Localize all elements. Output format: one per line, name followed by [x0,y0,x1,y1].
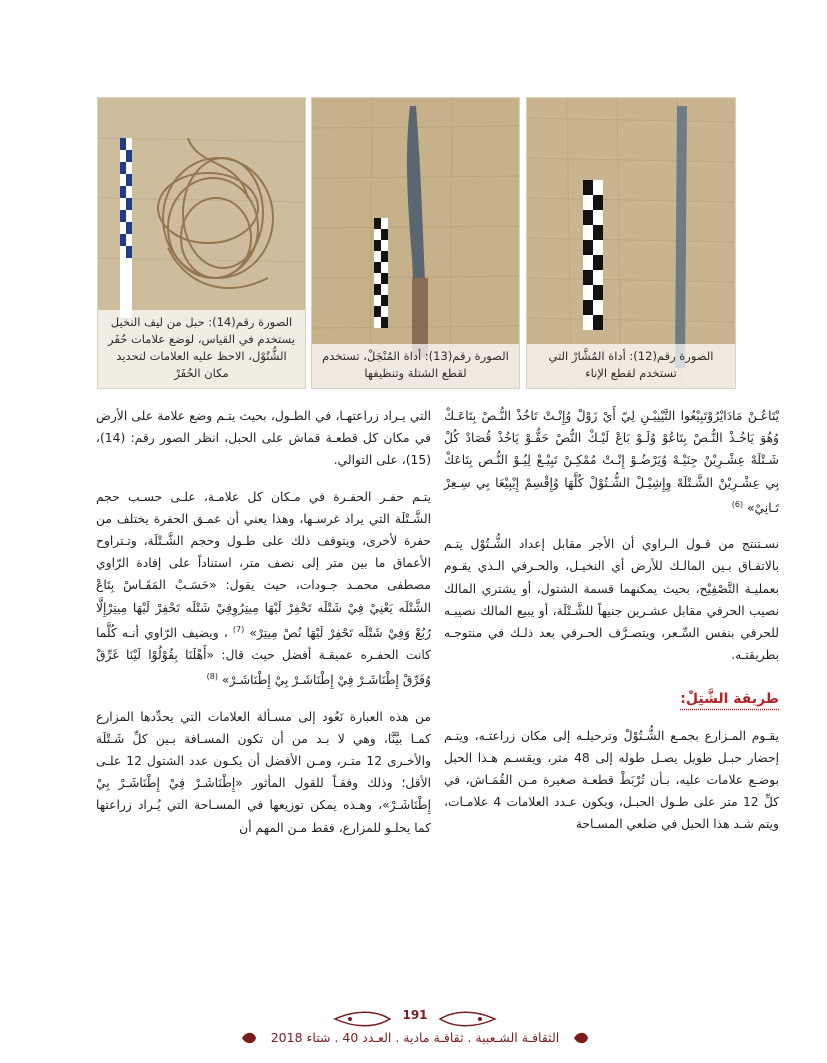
section-heading: طريقة الشَّتِلْ: [680,691,779,708]
photo-13 [311,97,520,389]
paragraph: من هذه العبارة نَعُود إلى مسـألة العلامات التي يحدِّدها المزارع كمـا بيَّنَّا، وهي لا بـد من أن تكون المسـافة بـين كلِّ شَـتْلَة والأخـرى 12 متـر، ومـن الأفضل أن يكـون عدد الشتول 12 علـى الأقل؛ وذلك وفقـاً للقول المأثور «إِطْنَاشَـرْ فِيْ إِطْنَاشَـرْ بِيْ إِطْنَاشَـرْ»، وهـذه يمكن توزيعها في المسـاحة التي يُـراد زراعتها كما يحلـو للمزارع، فقط مـن المهم أن [96,709,432,835]
photo-14-caption: الصورة رقم(14): حبل من ليف النخيل يستخدم في القياس، لوضع علامات حُفَر الشُّتُوْل، الاحظ عليه العلامات لتحديد مكان الحُفَرْ [98,310,305,388]
paragraph: التي يـراد زراعتهـا، في الطـول، بحيث يتـم وضع علامة على الأرض في مكان كل قطعـة قماش على الحبل، انظر الصور رقم: (14)، (15)، على التوالي. [96,409,431,468]
photo-13-caption: الصورة رقم(13): أداة المُنْجَلْ، تستخدم لقطع الشتلة وتنظيفها [312,344,519,388]
right-column [444,405,779,850]
footnote-ref: (6) [731,499,744,509]
folk-quote [444,405,779,519]
scale-ruler [120,138,132,318]
footnote-ref: (8) [206,672,218,682]
photo-12 [526,97,736,389]
footnote-ref: (7) [232,624,245,634]
paragraph: يقـوم المـزارع بجمـع الشُّـتُوْلْ وترحيلـه إلى مكان زراعتـه، ويتـم إحضار حبـل طويل يصـل طوله إلى 48 متر، ويقسـم هـذا الحبل بوضـع علامات عليه، بـأن تُرْبَطْ قطعـة صغيرة مـن القُمَـاش، في كلِّ 12 متر على طـول الحبـل، ويكون عـدد العلامات 4 علامـات، ويتم شـد هذا الحبل في ضلعي المسـاحة [444,728,779,832]
photo-14 [97,97,306,389]
paragraph-text: ، ويضيف الرّاوي أنـه كُلَّما كانت الحفـره عميقـة أفضل حيث قال: «أَهْلَنَا بِقُوْلُوْا لَيْنَا غَرِّقْ وُفَرِّقْ إِطْنَاشَـرْ فِيْ إِطْنَاشَـرْ بِيْ إِطْنَاشَـرْ» [96,625,431,688]
left-column [96,405,431,853]
running-footer: الثقافـة الشـعبية . ثقافـة مادية . العـدد 40 . شتاء 2018 [270,1030,560,1045]
leaf-ornament-icon [572,1030,590,1046]
quote-text: يْتَاعُـنْ مَادَايْرُوْتَبِيْعُوا التَّيْنِيْـنِ لِيّ أَيْ زَوْلْ وُإِنْـتْ تَاخُذْ النُّـصْ بِتَاعَـكْ وُهُوَ يَاخُـذْ النُّـصْ بِتَاعُوْ وُلَـوْ بَاعْ لَيْـكْ النُّصْ حَقُّـوْ يَاخُذْ قُصَادْ كُلْ شَـتْلَهْ عِشْـرِيْنْ جِنَيْـهْ وُيَرْضُـوْ إِنْـتْ مُمْكِـنْ تَبِيْـعْ لِيُـوْ النُّـص بِتَاعَكْ بِي عِشْـرِيْنْ الشَّـتْلَهْ وِإِشِيْـلْ الشُّـتُوْلْ كُلَّهَا وُإِقْسِمْ إِيْبِيْعَا بِي سِـعِرْ تَـانِيْ» [444,409,779,515]
paragraph-text: يتـم حفـر الحفـرة في مـكان كل علامـة، علـى حسـب حجم الشَّـتْلَة التي يراد غرسـها، وهذا يعني أن عمـق الحفرة يختلف من حفرة لأخرى، ويتوقف ذلك على طـول وحجم الشَّـتْلَة، وتـتراوح الأعماق ما بين متر إلى نصف متر، استناداً على إفادة الرّاوي مصطفى محمـد جـودات، حيث يقول: «حَسَـبْ المَقَـاسْ بِتَاعْ الشَّتْلَه يَعْنِيْ فِيْ شَتْلَه تَحْفِرْ لَيْهَا مِيتِرُوِفِيْ شَتْلَه تَحْفِرْ لَيْهَا مِيتِرْإِلَّا رُبُعْ وَفِيْ شَتْلَه تَحْفِرْ لَيْهَا نُصْ مِيتِرْ» [96,489,431,640]
photo-12-caption: الصورة رقم(12): أداة المُشَّارْ التي تستخدم لقطع الإناء [527,344,735,388]
page-number: 191 [402,1008,428,1022]
scale-ruler [374,218,388,328]
paragraph: نسـتنتج من قـول الـراوي أن الأجر مقابل إعداد الشُّـتُوْل يتـم بالاتفـاق بـين المالـك للأرض أي النخيـل، والحـرفي الـذي يقـوم بعمليـة التَّصْفِيْح، بحيث يمكنهما قسمة الشتول، أو يشتري المالك نصيب الحرفي مقابل عشـرين جنيهاً للشَّـتْلَة، أو يبيع المالك نصيبـه للحرفي بنفس السِّـعر، ويتصـرَّف الحـرفي بعد ذلـك في منتوجـه بطريقتـه. [444,537,779,663]
scale-ruler [583,180,603,330]
paragraph [96,486,431,692]
